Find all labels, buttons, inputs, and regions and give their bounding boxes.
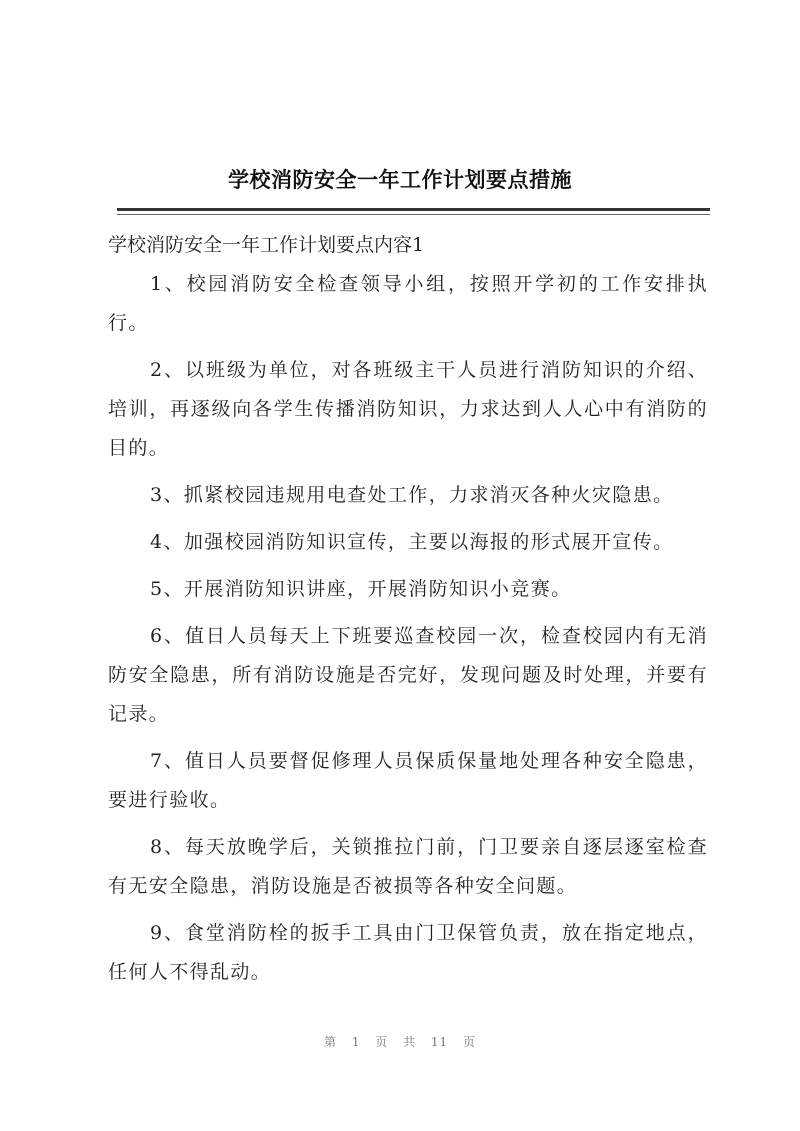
paragraph-6: 6、值日人员每天上下班要巡查校园一次，检查校园内有无消防安全隐患，所有消防设施是否完好，发现问题及时处理，并要有记录。 <box>108 625 708 725</box>
paragraph-4: 4、加强校园消防知识宣传，主要以海报的形式展开宣传。 <box>150 531 674 553</box>
section-subheading: 学校消防安全一年工作计划要点内容1 <box>108 234 425 256</box>
paragraph-7: 7、值日人员要督促修理人员保质保量地处理各种安全隐患，要进行验收。 <box>108 750 708 811</box>
title-divider-thin <box>117 214 710 215</box>
page-number-footer: 第 1 页 共 11 页 <box>324 1035 476 1049</box>
paragraph-9: 9、食堂消防栓的扳手工具由门卫保管负责，放在指定地点，任何人不得乱动。 <box>108 922 708 983</box>
paragraph-1: 1、校园消防安全检查领导小组，按照开学初的工作安排执行。 <box>108 273 708 334</box>
title-divider-thick <box>117 208 710 211</box>
document-title: 学校消防安全一年工作计划要点措施 <box>228 168 572 192</box>
paragraph-5: 5、开展消防知识讲座，开展消防知识小竞赛。 <box>150 578 572 600</box>
paragraph-8: 8、每天放晚学后，关锁推拉门前，门卫要亲自逐层逐室检查有无安全隐患，消防设施是否被损等各种安全问题。 <box>108 836 708 897</box>
paragraph-3: 3、抓紧校园违规用电查处工作，力求消灭各种火灾隐患。 <box>150 484 674 506</box>
document-body <box>108 226 708 1000</box>
paragraph-2: 2、以班级为单位，对各班级主干人员进行消防知识的介绍、培训，再逐级向各学生传播消防知识，力求达到人人心中有消防的目的。 <box>108 359 708 459</box>
